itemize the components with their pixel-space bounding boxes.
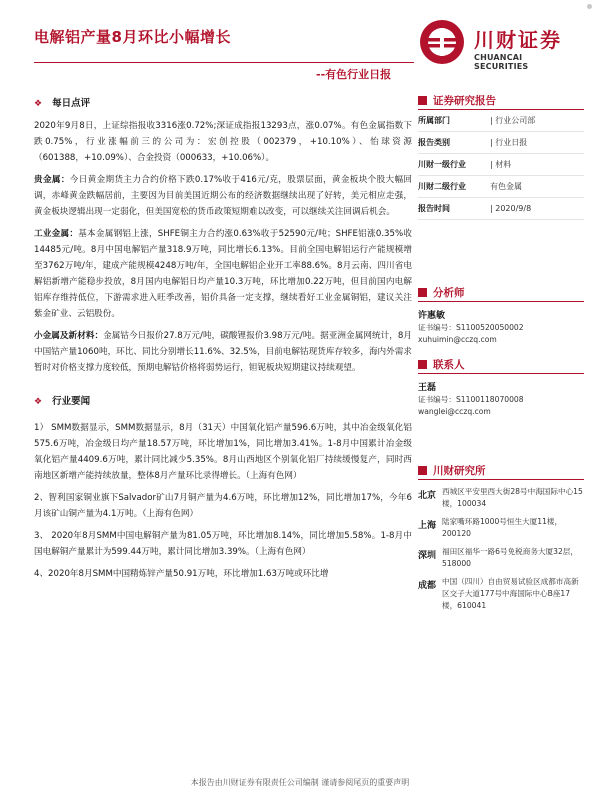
info-value: | 2020/9/8 <box>490 204 532 213</box>
news-item: 3、 2020年8月SMM中国电解铜产量为81.05万吨，环比增加8.14%，同比增加5.58%。1-8月中国电解铜产量累计为599.44万吨，累计同比增加3.39%。（上海有色网） <box>34 531 412 557</box>
info-key: 川财一级行业 <box>418 160 466 169</box>
office-address <box>418 576 584 612</box>
diamond-bullet-icon: ❖ <box>34 99 43 109</box>
sidebar <box>418 92 584 612</box>
info-key: 报告时间 <box>418 204 450 213</box>
info-row <box>418 154 584 176</box>
report-title: 电解铝产量8月环比小幅增长 <box>34 28 231 46</box>
info-key: 报告类别 <box>418 138 450 147</box>
info-value: 有色金属 <box>490 182 522 191</box>
office-address <box>418 546 584 570</box>
news-item: 1） SMM数据显示，SMM数据显示，8月（31天）中国氧化铝产量596.6万吨，其中冶金级氧化铝575.6万吨，冶金级日均产量18.57万吨，环比增加1%，同比增加3.41%。1-8月中国累计冶金级氧化铝产量4409.6万吨，累计同比减少5.35%。8月山西地区个别氧化铝厂持续缓慢复产，同时西南地区新增产能持续放量，整体8月产量环比录得增长。（上海有色网） <box>34 423 412 481</box>
office-city: 深圳 <box>418 551 437 561</box>
office-city: 上海 <box>418 521 437 531</box>
contact-card <box>418 374 584 418</box>
section-industry-news <box>34 394 412 410</box>
office-address <box>418 486 584 510</box>
news-item: 2、智利国家铜业旗下Salvador矿山7月铜产量为4.6万吨，环比增加12%，同比增加17%，今年6月该矿山铜产量为4.1万吨。（上海有色网） <box>34 493 412 519</box>
analyst-cert: 证书编号：S1100520050002 <box>418 323 524 332</box>
minor-metals-paragraph <box>34 328 412 376</box>
square-bullet-icon <box>418 360 427 369</box>
institute-heading: 川财研究所 <box>418 462 584 480</box>
analyst-card <box>418 302 584 346</box>
info-row <box>418 198 584 220</box>
contact-email[interactable]: wanglei@cczq.com <box>418 407 491 416</box>
precious-metals-paragraph <box>34 172 412 220</box>
diamond-bullet-icon: ❖ <box>34 397 43 407</box>
office-city: 成都 <box>418 581 437 591</box>
square-bullet-icon <box>418 96 427 105</box>
info-key: 所属部门 <box>418 116 450 125</box>
office-address-text: 福田区福华一路6号免税商务大厦32层，518000 <box>442 547 578 568</box>
paragraph-text: 今日黄金期货主力合约价格下跌0.17%收于416元/克，股票层面，黄金板块个股大幅回调，赤峰黄金跌幅居前，主要因为目前美国近期公布的经济数据继续出现了好转，美元相应走强，黄金板块逻辑出现一定弱化，但美国宽松的货币政策短期难以改变，可以继续关注回调后机会。 <box>34 175 412 217</box>
news-item: 4、2020年8月SMM中国精炼锌产量50.91万吨，环比增加1.63万吨或环比增 <box>34 569 329 579</box>
corner-dot <box>587 4 592 9</box>
logo-name-en: CHUANCAI SECURITIES <box>474 53 529 71</box>
main-content <box>34 96 412 582</box>
info-value: | 行业公司部 <box>490 116 536 125</box>
contact-cert: 证书编号：S1100118070008 <box>418 395 524 404</box>
info-row <box>418 132 584 154</box>
paragraph-text: 基本金属钢铝上涨，SHFE铜主力合约涨0.63%收于52590元/吨；SHFE铝涨0.35%收14485元/吨。8月中国电解铝产量318.9万吨，同比增长6.13%。目前全国电解铝运行产能规模增至3762万吨/年，建成产能规模4248万吨/年，全国电解铝企业开工率88.6%。8月云南、四川省电解铝新增产能稳步投放，8月国内电解铝日均产量10.3万吨，环比增加0.22万吨，但目前国内电解铝库存维持低位，下游需求进入旺季改善，铝价具备一定支撑，继续看好工业金属铜铝，建议关注紫金矿业、云铝股份。 <box>34 229 412 319</box>
logo-name-cn: 川财证券 <box>474 28 562 52</box>
report-subtitle: --有色行业日报 <box>316 68 392 81</box>
section-heading: 每日点评 <box>52 98 91 109</box>
office-address-text: 中国（四川）自由贸易试验区成都市高新区交子大道177号中海国际中心B座17楼，610041 <box>442 577 579 610</box>
page-footer: 本报告由川财证券有限责任公司编制 谨请参阅尾页的重要声明 <box>190 778 410 787</box>
industrial-metals-paragraph <box>34 226 412 322</box>
office-city: 北京 <box>418 491 437 501</box>
office-address-text: 西城区平安里西大街28号中海国际中心15楼，100034 <box>442 487 583 508</box>
info-key: 川财二级行业 <box>418 182 466 191</box>
section-daily-review <box>34 96 412 112</box>
office-address <box>418 516 584 540</box>
info-row <box>418 110 584 132</box>
paragraph-label: 小金属及新材料： <box>34 331 104 341</box>
report-info-heading: 证券研究报告 <box>418 92 584 110</box>
logo-emblem-icon <box>418 18 466 66</box>
contact-heading: 联系人 <box>418 356 584 374</box>
paragraph-label: 贵金属： <box>34 175 70 185</box>
analyst-heading: 分析师 <box>418 284 584 302</box>
info-value: | 材料 <box>490 160 512 169</box>
square-bullet-icon <box>418 288 427 297</box>
analyst-name: 许惠敏 <box>418 311 446 321</box>
section-heading: 行业要闻 <box>52 396 91 407</box>
paragraph-label: 工业金属： <box>34 229 79 239</box>
title-divider <box>34 62 414 63</box>
company-logo <box>418 18 578 70</box>
square-bullet-icon <box>418 466 427 475</box>
market-summary: 2020年9月8日，上证综指报收3316涨0.72%;深证成指报13293点，涨0.07%。有色金属指数下跌0.75%，行业涨幅前三的公司为：宏创控股（002379，+10.10%）、怡球资源（601388，+10.09%）、合金投资（000633，+10.06%）。 <box>34 121 412 163</box>
paragraph-text: 金属钴今日报价27.8万元/吨，碳酸锂报价3.98万元/吨。据亚洲金属网统计，8月中国钴产量1060吨，环比、同比分别增长11.6%、32.5%，目前电解钴现货库存较多，海内外需求暂时对价格支撑力度较低，预期电解钴价格将弱势运行，钽铌板块短期建议持续观望。 <box>34 331 412 373</box>
info-value: | 行业日报 <box>490 138 528 147</box>
analyst-email[interactable]: xuhuimin@cczq.com <box>418 335 497 344</box>
office-address-text: 陆家嘴环路1000号恒生大厦11楼，200120 <box>442 517 563 538</box>
contact-name: 王磊 <box>418 383 437 393</box>
info-row <box>418 176 584 198</box>
